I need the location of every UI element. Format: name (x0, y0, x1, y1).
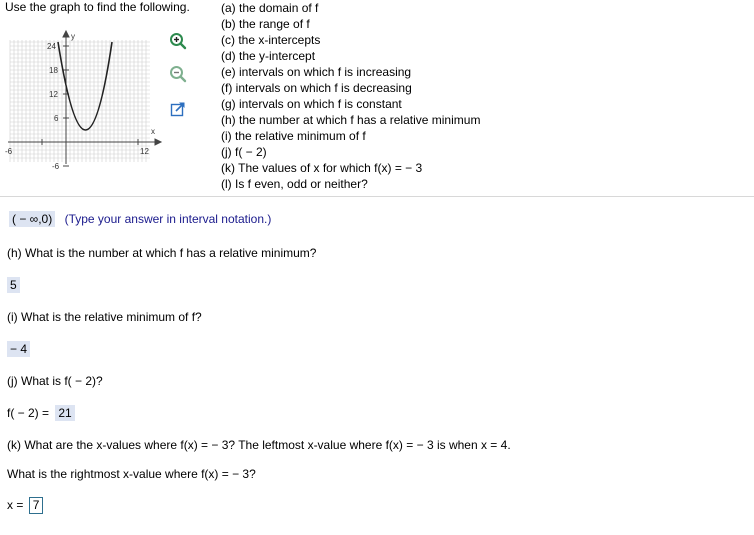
h-answer-row (7, 277, 20, 293)
i-answer-row (7, 341, 30, 357)
part-d: (d) the y-intercept (221, 49, 316, 63)
part-l: (l) Is f even, odd or neither? (221, 177, 368, 191)
k-answer-row (7, 497, 43, 514)
part-i: (i) the relative minimum of f (221, 129, 366, 143)
part-e: (e) intervals on which f is increasing (221, 65, 412, 79)
g-answer-value: ( − ∞,0) (9, 211, 55, 227)
x-axis-label: x (151, 127, 155, 136)
part-k: (k) The values of x for which f(x) = − 3 (221, 161, 423, 175)
question-parts-list (221, 0, 480, 192)
y-tick-6: 6 (54, 114, 59, 123)
k-answer-input[interactable]: 7 (29, 497, 44, 514)
x-tick-neg6: -6 (5, 147, 13, 156)
j-question: (j) What is f( − 2)? (7, 374, 103, 388)
y-tick-24: 24 (47, 42, 56, 51)
x-tick-12: 12 (140, 147, 149, 156)
graph-grid (10, 40, 150, 162)
graph-svg (0, 28, 166, 172)
part-j: (j) f( − 2) (221, 145, 267, 159)
zoom-in-button[interactable] (168, 31, 188, 51)
i-question: (i) What is the relative minimum of f? (7, 310, 202, 324)
part-h: (h) the number at which f has a relative minimum (221, 113, 481, 127)
section-divider (0, 196, 754, 197)
j-answer-row (7, 405, 75, 421)
h-answer-value: 5 (7, 277, 20, 293)
g-answer-row (9, 211, 271, 227)
instruction-text: Use the graph to find the following. (5, 0, 190, 14)
part-g: (g) intervals on which f is constant (221, 97, 402, 111)
k-followup-question: What is the rightmost x-value where f(x) = − 3? (7, 467, 256, 481)
part-a: (a) the domain of f (221, 1, 319, 15)
y-tick-12: 12 (49, 90, 58, 99)
zoom-out-icon (169, 65, 187, 83)
k-question: (k) What are the x-values where f(x) = − 3? The leftmost x-value where f(x) = − 3 is when x = 4. (7, 438, 511, 452)
y-tick-neg6: -6 (52, 162, 60, 171)
part-c: (c) the x-intercepts (221, 33, 321, 47)
function-graph[interactable] (0, 28, 166, 172)
j-answer-prefix: f( − 2) = (7, 406, 50, 420)
g-answer-hint: (Type your answer in interval notation.) (64, 212, 272, 226)
pop-out-button[interactable] (168, 99, 188, 119)
zoom-out-button[interactable] (168, 64, 188, 84)
y-tick-18: 18 (49, 66, 58, 75)
h-question: (h) What is the number at which f has a relative minimum? (7, 246, 317, 260)
part-b: (b) the range of f (221, 17, 310, 31)
i-answer-value: − 4 (7, 341, 30, 357)
zoom-in-icon (169, 32, 187, 50)
part-f: (f) intervals on which f is decreasing (221, 81, 412, 95)
pop-out-icon (170, 101, 186, 117)
j-answer-value: 21 (55, 405, 74, 421)
k-answer-prefix: x = (7, 498, 24, 512)
y-axis-label: y (71, 32, 75, 41)
